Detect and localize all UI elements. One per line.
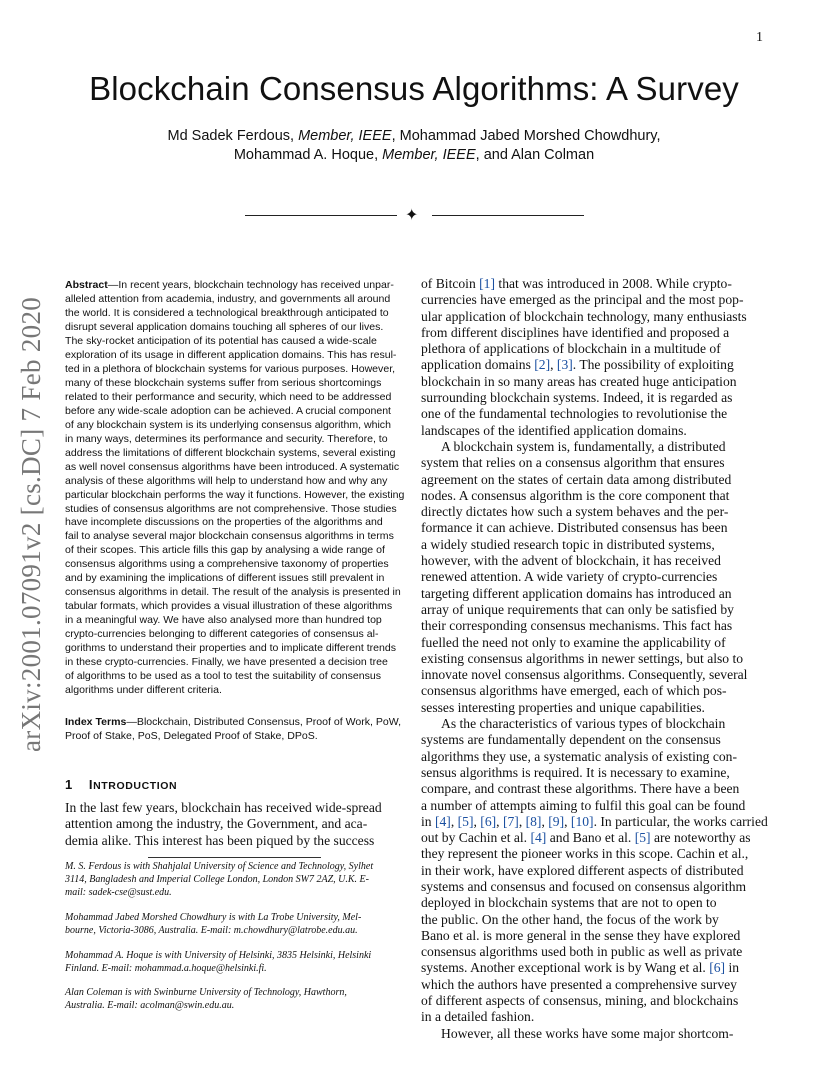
text-line: in a meaningful way. We have also analysed more than hundred top: [65, 614, 382, 627]
text-run: one of the fundamental technologies to revolutionise the: [421, 406, 728, 422]
index-terms-line: Index Terms—Blockchain, Distributed Consensus, Proof of Work, PoW,: [65, 716, 402, 728]
text-line: alleled attention from academia, industry, and governments all around: [65, 292, 391, 305]
text-run: A blockchain system is, fundamentally, a distributed: [441, 438, 726, 454]
abstract-body: [65, 293, 406, 698]
text-run: sesses interesting properties and unique capabilities.: [421, 699, 705, 715]
text-line: [421, 700, 764, 716]
footnote-rule: [148, 857, 321, 858]
divider-rule-left: [245, 215, 397, 216]
text-run: of different aspects of consensus, mining, and blockchains: [421, 993, 739, 1009]
text-run: ,: [473, 813, 481, 829]
text-line: [421, 781, 764, 797]
text-run: deployed in blockchain systems that are not to open to: [421, 895, 717, 911]
text-line: [421, 1026, 764, 1042]
citation-link[interactable]: [6]: [709, 960, 726, 976]
text-line: [421, 1009, 764, 1025]
citation-link[interactable]: [9]: [548, 813, 565, 829]
text-line: [421, 846, 764, 862]
citation-link[interactable]: [8]: [525, 813, 542, 829]
text-line: [421, 553, 764, 569]
section-title: INTRODUCTION: [88, 777, 178, 792]
text-run: they represent the pioneer works in this scope. Cachin et al.,: [421, 846, 749, 862]
text-line: [421, 895, 764, 911]
text-line: [421, 406, 764, 422]
text-line: tabular formats, which provides a visual illustration of these algorithms: [65, 600, 393, 613]
text-line: in these crypto-currencies. Finally, we have presented a decision tree: [65, 656, 388, 669]
text-line: [421, 749, 764, 765]
text-run: application domains: [421, 357, 535, 373]
text-line: [421, 912, 764, 928]
diamond-ornament-icon: ✦: [405, 205, 419, 224]
section-heading: [65, 777, 177, 792]
text-line: [421, 813, 768, 830]
citation-link[interactable]: [2]: [534, 357, 551, 373]
text-line: [421, 944, 764, 960]
text-line: [421, 928, 764, 944]
author-name: Mohammad A. Hoque,: [233, 146, 383, 163]
text-line: [421, 716, 764, 732]
author-footnote: [65, 949, 406, 975]
text-run: from different disciplines have identified and proposed a: [421, 324, 730, 340]
citation-link[interactable]: [4]: [434, 813, 451, 829]
author-name: , and Alan Colman: [475, 146, 595, 163]
text-run: a number of attempts aiming to fulfil this goal can be found: [421, 797, 746, 813]
text-run: in their work, have explored different aspects of distributed: [421, 862, 744, 878]
text-line: Finland. E-mail: mohammad.a.hoque@helsinki.fi.: [65, 963, 267, 974]
text-run: . In particular, the works carried: [593, 813, 768, 829]
text-line: in many ways, determines its performance and security. Therefore, to: [65, 432, 388, 445]
text-line: the world. It is considered a technological breakthrough anticipated to: [65, 306, 389, 319]
text-run: fuelled the need not only to examine the applicability of: [421, 634, 726, 650]
text-run: array of unique requirements that can only be satisfied by: [421, 601, 734, 617]
text-run: ,: [450, 813, 458, 829]
text-line: exploration of its usage in different application domains. This has resul-: [65, 348, 397, 361]
text-line: [421, 292, 764, 308]
text-run: plethora of applications of blockchain in a multitude of: [421, 341, 721, 357]
text-run: landscapes of the identified application domains.: [421, 422, 687, 438]
text-run: formance it can achieve. Distributed consensus has been: [421, 520, 728, 536]
text-run: a widely studied research topic in distributed systems,: [421, 536, 715, 552]
citation-link[interactable]: [3]: [556, 357, 573, 373]
text-line: of algorithms to be used as a tool to test the suitability of consensus: [65, 670, 381, 683]
text-run: of Bitcoin: [421, 276, 480, 291]
text-line: [421, 635, 764, 651]
text-line: [421, 667, 764, 683]
text-line: Mohammad Jabed Morshed Chowdhury is with La Trobe University, Mel-: [65, 912, 362, 923]
text-line: demia alike. This interest has been piqued by the success: [65, 832, 375, 848]
text-line: consensus algorithms using a comprehensive taxonomy of properties: [65, 558, 389, 571]
text-run: their corresponding consensus mechanisms. This fact has: [421, 618, 733, 634]
text-run: ular application of blockchain technology, many enthusiasts: [421, 308, 747, 324]
text-run: sensus algorithms is required. It is necessary to examine,: [421, 764, 730, 780]
text-run: in: [421, 813, 435, 829]
text-line: analysis of these algorithms will help to understand how and why any: [65, 474, 388, 487]
text-line: [421, 341, 764, 357]
text-run: innovate novel consensus algorithms. Consequently, several: [421, 667, 748, 683]
citation-link[interactable]: [10]: [570, 813, 594, 829]
text-line: fail to analyse several major blockchain consensus algorithms in terms: [65, 530, 394, 543]
text-run: out by Cachin et al.: [421, 830, 531, 846]
text-line: algorithms under different criteria.: [65, 684, 222, 697]
text-run: in a detailed fashion.: [421, 1009, 535, 1025]
text-line: ted in a plethora of blockchain systems for various purposes. However,: [65, 362, 396, 375]
text-line: [421, 325, 764, 341]
text-line: [421, 504, 764, 520]
text-line: [421, 863, 764, 879]
text-line: [421, 765, 764, 781]
text-run: ,: [550, 357, 557, 373]
paper-title: Blockchain Consensus Algorithms: A Survey: [89, 70, 739, 107]
author-affiliation-role: Member, IEEE: [298, 128, 392, 144]
text-line: [421, 879, 764, 895]
citation-link[interactable]: [7]: [502, 813, 519, 829]
text-line: crypto-currencies belonging to different categories of consensus al-: [65, 628, 379, 641]
text-line: [421, 423, 764, 439]
text-line: [421, 374, 764, 390]
divider-rule-right: [432, 215, 584, 216]
text-line: 3114, Bangladesh and Imperial College London, London SW7 2AZ, U.K. E-: [65, 874, 369, 885]
citation-link[interactable]: [5]: [634, 830, 651, 846]
citation-link[interactable]: [4]: [530, 830, 547, 846]
text-run: consensus algorithms used both in public as well as private: [421, 944, 743, 960]
index-terms-line: Proof of Stake, PoS, Delegated Proof of Stake, DPoS.: [65, 730, 318, 742]
text-line: [421, 309, 764, 325]
author-footnote: [65, 986, 406, 1012]
section-number: 1: [65, 777, 73, 792]
text-run: are noteworthy as: [650, 830, 751, 846]
text-run: which the authors have presented a comprehensive survey: [421, 976, 737, 992]
text-run: agreement on the states of certain data among distributed: [421, 471, 732, 487]
text-line: [421, 683, 764, 699]
author-name: Md Sadek Ferdous,: [167, 128, 299, 144]
text-run: blockchain in so many areas has created huge anticipation: [421, 373, 737, 389]
text-line: Mohammad A. Hoque is with University of Helsinki, 3835 Helsinki, Helsinki: [65, 950, 372, 961]
text-run: Bano et al. is more general in the sense they have explored: [421, 927, 741, 943]
text-run: existing consensus algorithms in newer settings, but also to: [421, 650, 744, 666]
text-line: [421, 390, 764, 406]
page-number: 1: [756, 30, 763, 45]
text-line: [421, 798, 764, 814]
text-run: ,: [518, 813, 526, 829]
text-run: directly dictates how such a system behaves and the per-: [421, 504, 729, 520]
text-line: studies of consensus algorithms are not comprehensive. Those studies: [65, 502, 397, 515]
text-line: many of these blockchain systems suffer from serious shortcomings: [65, 376, 382, 389]
arxiv-identifier-stamp: arXiv:2001.07091v2 [cs.DC] 7 Feb 2020: [16, 296, 46, 752]
text-line: The sky-rocket anticipation of its potential has caused a wide-scale: [65, 334, 377, 347]
author-footnote: [65, 860, 406, 899]
text-run: ,: [541, 813, 549, 829]
text-run: compare, and contrast these algorithms. There have a been: [421, 781, 740, 797]
text-run: algorithms they use, a systematic analysis of existing con-: [421, 748, 737, 764]
right-column-body: [421, 276, 768, 1042]
text-run: However, all these works have some major shortcom-: [441, 1025, 734, 1041]
text-line: attention among the industry, the Government, and aca-: [65, 816, 368, 832]
text-line: [421, 586, 764, 602]
text-line: bourne, Victoria-3086, Australia. E-mail: m.chowdhury@latrobe.edu.au.: [65, 925, 358, 936]
text-run: however, with the advent of blockchain, it has received: [421, 553, 721, 569]
text-line: [421, 977, 764, 993]
text-line: [421, 472, 764, 488]
text-run: system that relies on a consensus algorithm that ensures: [421, 455, 725, 471]
text-line: and by examining the implications of different issues still prevalent in: [65, 572, 385, 585]
text-run: ,: [564, 813, 571, 829]
title-divider: [245, 205, 585, 224]
text-line: [421, 732, 764, 748]
text-line: [421, 357, 764, 373]
text-line: have incomplete discussions on the properties of the algorithms and: [65, 516, 383, 529]
text-line: [421, 651, 764, 667]
text-run: . The possibility of exploiting: [572, 357, 734, 373]
author-line: [0, 127, 828, 146]
author-name: , Mohammad Jabed Morshed Chowdhury,: [391, 128, 661, 144]
text-line: Australia. E-mail: acolman@swin.edu.au.: [65, 1000, 235, 1011]
author-affiliation-role: Member, IEEE: [382, 146, 476, 163]
text-line: before any wide-scale adoption can be achieved. A crucial component: [65, 404, 391, 417]
citation-link[interactable]: [6]: [480, 813, 497, 829]
text-run: systems are fundamentally dependent on the consensus: [421, 732, 721, 748]
text-run: currencies have emerged as the principal and the most pop-: [421, 292, 744, 308]
text-run: that was introduced in 2008. While crypto-: [495, 276, 732, 291]
text-line: disrupt several application domains touching all spheres of our lives.: [65, 320, 384, 333]
text-line: [421, 488, 764, 504]
citation-link[interactable]: [1]: [479, 276, 496, 291]
text-run: in: [725, 960, 740, 976]
abstract-line: Abstract—In recent years, blockchain technology has received unpar-: [65, 279, 394, 291]
index-terms-label: Index Terms: [65, 716, 127, 728]
text-line: as well novel consensus algorithms have been introduced. A systematic: [65, 460, 400, 473]
text-run: systems and consensus and focused on consensus algorithm: [421, 878, 747, 894]
text-run: targeting different application domains has introduced an: [421, 585, 732, 601]
abstract: [65, 279, 406, 698]
text-run: and Bano et al.: [546, 830, 635, 846]
text-line: of their scopes. This article fills this gap by analysing a wide range of: [65, 544, 385, 557]
text-run: As the characteristics of various types of blockchain: [441, 716, 726, 732]
index-terms: [65, 715, 406, 743]
text-line: consensus algorithms in detail. The result of the analysis is presented in: [65, 586, 401, 599]
text-run: surrounding blockchain systems. Indeed, it is regarded as: [421, 390, 733, 406]
text-line: [421, 618, 764, 634]
text-line: of any blockchain system is its underlying consensus algorithm, which: [65, 418, 391, 431]
text-line: related to their performance and security, which need to be addressed: [65, 390, 392, 403]
text-line: [421, 455, 764, 471]
author-line: [0, 146, 828, 165]
text-line: [421, 960, 764, 976]
text-run: the public. On the other hand, the focus of the work by: [421, 911, 719, 927]
text-line: particular blockchain performs the way it functions. However, the existing: [65, 488, 405, 501]
text-line: [421, 602, 764, 618]
author-list: [0, 127, 828, 164]
text-line: In the last few years, blockchain has received wide-spread: [65, 800, 382, 815]
text-line: [421, 569, 764, 585]
text-line: M. S. Ferdous is with Shahjalal University of Science and Technology, Sylhet: [65, 861, 374, 872]
text-run: nodes. A consensus algorithm is the core component that: [421, 487, 730, 503]
text-line: Alan Coleman is with Swinburne University of Technology, Hawthorn,: [65, 987, 347, 998]
text-line: mail: sadek-cse@sust.edu.: [65, 887, 172, 898]
text-line: [421, 993, 764, 1009]
text-line: [421, 520, 764, 536]
author-footnote: [65, 911, 406, 937]
text-line: address the limitations of different blockchain systems, several existing: [65, 446, 396, 459]
abstract-label: Abstract: [65, 279, 108, 291]
text-run: ,: [496, 813, 503, 829]
text-line: [421, 537, 764, 553]
text-run: renewed attention. A wide variety of crypto-currencies: [421, 569, 718, 585]
text-run: systems. Another exceptional work is by Wang et al.: [421, 960, 710, 976]
text-line: gorithms to understand their properties and to implicate different trends: [65, 642, 397, 655]
citation-link[interactable]: [5]: [457, 813, 474, 829]
intro-paragraph: [65, 800, 406, 849]
text-line: [421, 276, 764, 292]
text-line: [421, 830, 764, 846]
text-run: consensus algorithms have emerged, each of which pos-: [421, 683, 727, 699]
text-line: [421, 439, 764, 455]
